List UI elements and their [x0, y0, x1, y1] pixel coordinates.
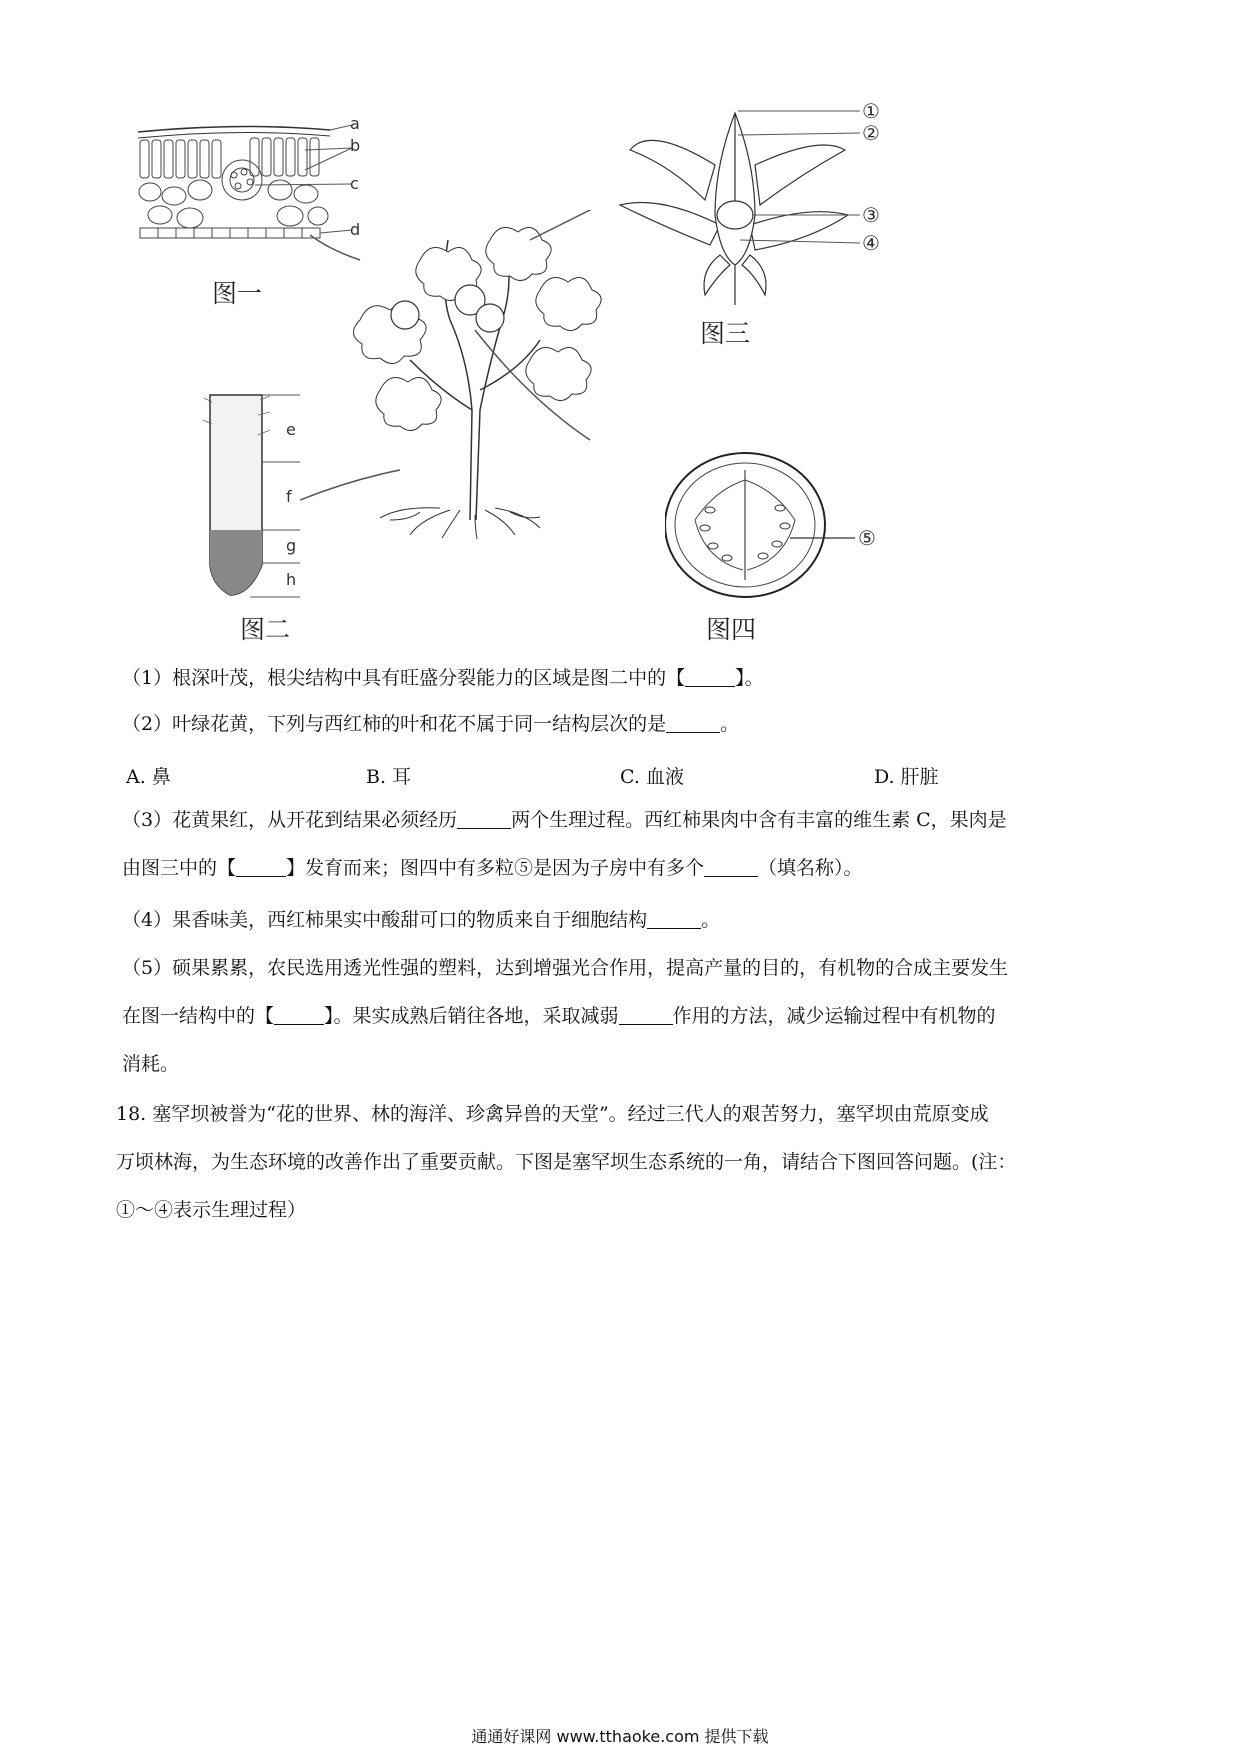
- q3-line1-text: （3）花黄果红，从开花到结果必须经历: [122, 809, 458, 831]
- fig3-label-4: ④: [862, 231, 880, 255]
- page-footer: 通通好课网 www.tthaoke.com 提供下载: [471, 1727, 769, 1746]
- question-5-line-2: [122, 992, 1132, 1040]
- q2-option-d: D. 肝脏: [874, 766, 939, 788]
- fig3-label-2: ②: [862, 121, 880, 145]
- q5-line2-mid: 】。果实成熟后销往各地，采取减弱: [324, 1005, 619, 1027]
- q2-text: （2）叶绿花黄，下列与西红柿的叶和花不属于同一结构层次的是: [122, 713, 667, 735]
- question-18-line-2: [116, 1138, 1126, 1186]
- figure-1-label: 图一: [212, 279, 263, 308]
- q5-blank-2[interactable]: [619, 1004, 673, 1025]
- question-2: [122, 700, 1132, 748]
- fig2-label-g: g: [286, 536, 297, 555]
- question-4: [122, 896, 1132, 944]
- q3-line2-text: 由图三中的【: [122, 857, 237, 879]
- figure-3-label: 图三: [700, 319, 751, 348]
- q18-line3-text: ①～④表示生理过程）: [116, 1199, 307, 1221]
- q18-line2-text: 万顷林海，为生态环境的改善作出了重要贡献。下图是塞罕坝生态系统的一角，请结合下图回答问题。(注：: [116, 1151, 1017, 1173]
- q4-text-end: 。: [701, 909, 721, 931]
- q3-blank-3[interactable]: [704, 856, 758, 877]
- fruit-section-drawing: [665, 450, 895, 600]
- question-18-line-1: [116, 1090, 1126, 1138]
- q1-answer-blank[interactable]: [685, 666, 735, 687]
- q2-option-b: B. 耳: [366, 766, 412, 788]
- figure-4-fruit-section: [665, 450, 895, 600]
- q5-line1-text: （5）硕果累累，农民选用透光性强的塑料，达到增强光合作用，提高产量的目的，有机物的合成主要发生: [122, 957, 1009, 979]
- q5-line2-text: 在图一结构中的【: [122, 1005, 275, 1027]
- figure-2-label: 图二: [240, 615, 291, 644]
- q5-line3-text: 消耗。: [122, 1053, 180, 1075]
- fig3-label-1: ①: [862, 99, 880, 123]
- question-1: [122, 654, 1132, 702]
- q5-line2-end: 作用的方法，减少运输过程中有机物的: [672, 1005, 996, 1027]
- q2-option-a: A. 鼻: [126, 766, 171, 788]
- fig1-label-c: c: [350, 174, 359, 193]
- question-3-line-1: [122, 796, 1132, 844]
- q1-text: （1）根深叶茂，根尖结构中具有旺盛分裂能力的区域是图二中的【: [122, 667, 686, 689]
- fig2-label-e: e: [286, 420, 296, 439]
- q3-blank-1[interactable]: [457, 808, 511, 829]
- q4-text: （4）果香味美，西红柿果实中酸甜可口的物质来自于细胞结构: [122, 909, 648, 931]
- q3-line2-mid: 】发育而来；图四中有多粒⑤是因为子房中有多个: [286, 857, 705, 879]
- fig1-label-d: d: [350, 220, 361, 239]
- question-18-line-3: [116, 1186, 1126, 1234]
- q1-text-end: 】。: [735, 667, 764, 689]
- fig4-label-5: ⑤: [858, 526, 876, 550]
- fig1-label-a: a: [350, 114, 360, 133]
- question-5-line-3: [122, 1040, 1132, 1088]
- q5-blank-1[interactable]: [274, 1004, 324, 1025]
- q3-line1-text-end: 两个生理过程。西红柿果肉中含有丰富的维生素 C，果肉是: [511, 809, 1007, 831]
- figure-3-flower: [590, 99, 890, 310]
- question-3-line-2: [122, 844, 1132, 892]
- q3-blank-2[interactable]: [236, 856, 286, 877]
- q18-line1-text: 18. 塞罕坝被誉为“花的世界、林的海洋、珍禽异兽的天堂”。经过三代人的艰苦努力，塞罕坝由荒原变成: [116, 1103, 989, 1125]
- fig3-label-3: ③: [862, 203, 880, 227]
- q2-answer-blank[interactable]: [666, 712, 720, 733]
- flower-drawing: [590, 105, 890, 310]
- q3-line2-end: （填名称）。: [758, 857, 863, 879]
- fig1-label-b: b: [350, 136, 361, 155]
- q2-option-c: C. 血液: [620, 766, 684, 788]
- fig2-label-f: f: [286, 487, 292, 506]
- figure-2-root-tip: [200, 390, 310, 605]
- question-5-line-1: [122, 944, 1132, 992]
- q2-text-end: 。: [720, 713, 740, 735]
- fig2-label-h: h: [286, 570, 297, 589]
- figure-4-label: 图四: [706, 615, 757, 644]
- q4-answer-blank[interactable]: [647, 908, 701, 929]
